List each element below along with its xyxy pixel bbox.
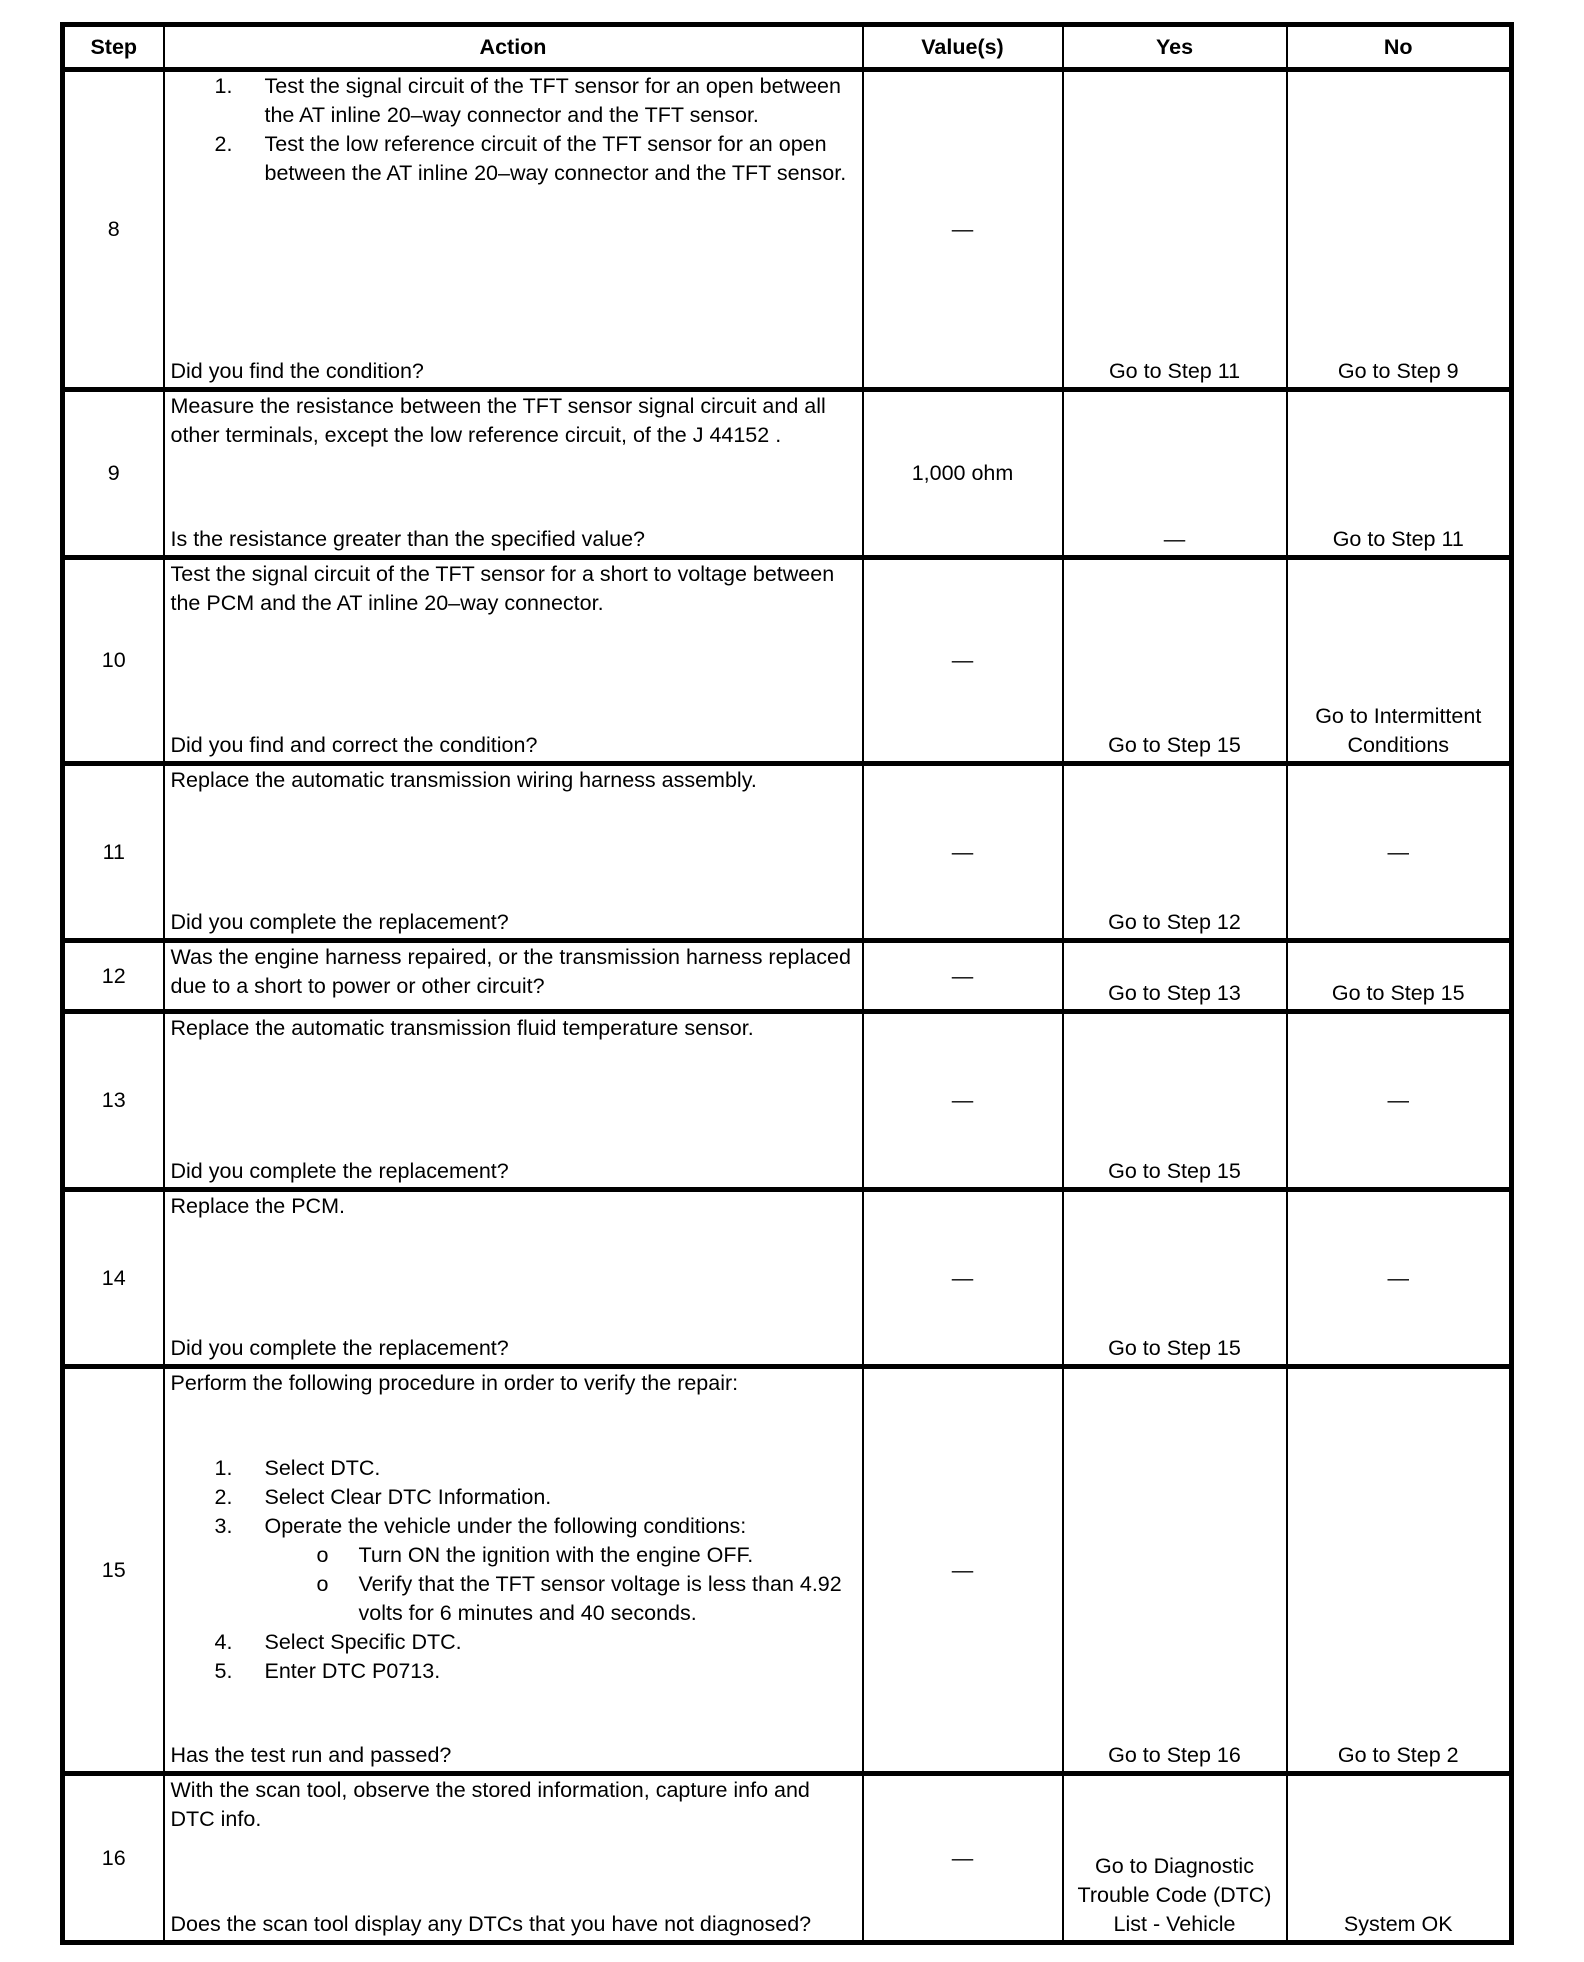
step-item-text: Operate the vehicle under the following conditions:: [264, 1513, 747, 1538]
yes-result: Go to Step 12: [1063, 764, 1287, 941]
action-step-item: [171, 1512, 856, 1541]
values-cell: 1,000 ohm: [863, 390, 1063, 558]
yes-result: —: [1063, 390, 1287, 558]
action-steps-list: [171, 1454, 856, 1686]
action-cell: [164, 70, 863, 390]
action-top: [171, 1369, 856, 1398]
action-question: Does the scan tool display any DTCs that you have not diagnosed?: [170, 1912, 812, 1936]
table-row: [63, 1190, 1512, 1367]
action-content: [171, 392, 856, 554]
action-content: [171, 1369, 856, 1770]
step-item-text: Test the signal circuit of the TFT sensor for an open between the AT inline 20–way connector and the TFT sensor.: [264, 74, 841, 127]
values-cell: —: [863, 1012, 1063, 1190]
sub-step-item: [171, 1541, 856, 1570]
action-top: [171, 392, 856, 450]
step-number: 10: [63, 558, 164, 764]
action-cell: [164, 1367, 863, 1774]
action-instruction: Replace the automatic transmission fluid temperature sensor.: [170, 1016, 754, 1040]
action-step-item: [171, 1454, 856, 1483]
action-instruction: Replace the automatic transmission wiring harness assembly.: [170, 768, 757, 792]
yes-result: Go to Step 15: [1063, 1190, 1287, 1367]
no-result: Go to Step 2: [1287, 1367, 1512, 1774]
step-item-number: 2.: [214, 132, 233, 156]
step-item-number: 1.: [214, 1455, 233, 1480]
action-content: [171, 1776, 856, 1939]
step-item-number: 1.: [214, 74, 233, 98]
action-top: [171, 766, 856, 795]
step-item-number: 3.: [214, 1513, 233, 1538]
step-item-number: 4.: [214, 1629, 233, 1654]
sub-step-text: Turn ON the ignition with the engine OFF.: [358, 1542, 754, 1567]
step-item-number: 5.: [214, 1658, 233, 1683]
action-content: [171, 72, 856, 386]
values-cell: —: [863, 941, 1063, 1012]
step-number: 14: [63, 1190, 164, 1367]
action-content: [171, 943, 856, 1008]
step-item-number: 2.: [214, 1484, 233, 1509]
action-question: Did you complete the replacement?: [170, 910, 509, 934]
step-item-text: Select Specific DTC.: [264, 1629, 462, 1654]
table-row: [63, 1774, 1512, 1943]
action-instruction: Measure the resistance between the TFT sensor signal circuit and all other terminals, except the low reference circuit, of the J 44152 .: [170, 394, 826, 447]
action-content: [171, 560, 856, 760]
action-top: [171, 1776, 856, 1834]
action-step-item: [171, 1628, 856, 1657]
step-item-text: Select DTC.: [264, 1455, 381, 1480]
table-row: [63, 70, 1512, 390]
action-question: Did you find the condition?: [170, 359, 424, 383]
step-number: 9: [63, 390, 164, 558]
bullet-icon: o: [316, 1542, 329, 1567]
no-result: Go to Intermittent Conditions: [1287, 558, 1512, 764]
yes-result: Go to Step 11: [1063, 70, 1287, 390]
action-instruction: Test the signal circuit of the TFT sensor for a short to voltage between the PCM and the AT inline 20–way connector.: [170, 562, 835, 615]
values-cell: —: [863, 1190, 1063, 1367]
step-item-text: Enter DTC P0713.: [264, 1658, 441, 1683]
action-question: Has the test run and passed?: [170, 1743, 452, 1767]
no-result: System OK: [1287, 1774, 1512, 1943]
yes-result: Go to Diagnostic Trouble Code (DTC) List - Vehicle: [1063, 1774, 1287, 1943]
no-result: Go to Step 15: [1287, 941, 1512, 1012]
action-top: [171, 560, 856, 618]
action-instruction: Replace the PCM.: [170, 1194, 345, 1218]
table-row: [63, 390, 1512, 558]
values-cell: —: [863, 1367, 1063, 1774]
action-question: Did you complete the replacement?: [170, 1336, 509, 1360]
step-item-text: Test the low reference circuit of the TFT sensor for an open between the AT inline 20–way connector and the TFT sensor.: [264, 132, 847, 185]
step-number: 15: [63, 1367, 164, 1774]
no-result: —: [1287, 764, 1512, 941]
no-result: Go to Step 9: [1287, 70, 1512, 390]
sub-step-text: Verify that the TFT sensor voltage is less than 4.92 volts for 6 minutes and 40 seconds.: [358, 1571, 842, 1625]
step-number: 11: [63, 764, 164, 941]
header-no: No: [1287, 25, 1512, 70]
action-instruction: Was the engine harness repaired, or the transmission harness replaced due to a short to power or other circuit?: [170, 945, 851, 998]
table-row: [63, 764, 1512, 941]
action-step-item: [171, 130, 856, 188]
action-step-item: [171, 72, 856, 130]
table-row: [63, 558, 1512, 764]
action-cell: [164, 558, 863, 764]
action-top: [171, 1014, 856, 1043]
no-result: Go to Step 11: [1287, 390, 1512, 558]
action-top: [171, 1192, 856, 1221]
step-number: 8: [63, 70, 164, 390]
header-step: Step: [63, 25, 164, 70]
yes-result: Go to Step 16: [1063, 1367, 1287, 1774]
values-cell: —: [863, 558, 1063, 764]
action-instruction: Perform the following procedure in order to verify the repair:: [170, 1371, 739, 1395]
header-action: Action: [164, 25, 863, 70]
table-row: [63, 1012, 1512, 1190]
action-top: [171, 943, 856, 1001]
action-cell: [164, 1190, 863, 1367]
diagnostic-table: [60, 22, 1514, 1945]
action-cell: [164, 1012, 863, 1190]
action-question: Did you complete the replacement?: [170, 1159, 509, 1183]
step-number: 16: [63, 1774, 164, 1943]
action-cell: [164, 1774, 863, 1943]
no-result: —: [1287, 1190, 1512, 1367]
action-instruction: With the scan tool, observe the stored information, capture info and DTC info.: [170, 1778, 810, 1831]
step-item-text: Select Clear DTC Information.: [264, 1484, 552, 1509]
bullet-icon: o: [316, 1571, 329, 1596]
step-number: 13: [63, 1012, 164, 1190]
sub-step-item: [171, 1570, 856, 1628]
yes-result: Go to Step 13: [1063, 941, 1287, 1012]
values-cell: —: [863, 70, 1063, 390]
table-row: [63, 1367, 1512, 1774]
action-content: [171, 1014, 856, 1186]
no-result: —: [1287, 1012, 1512, 1190]
action-content: [171, 766, 856, 937]
action-cell: [164, 941, 863, 1012]
yes-result: Go to Step 15: [1063, 558, 1287, 764]
action-steps-list: [171, 72, 856, 188]
header-row: [63, 25, 1512, 70]
action-question: Is the resistance greater than the specified value?: [170, 527, 645, 551]
header-yes: Yes: [1063, 25, 1287, 70]
action-step-item: [171, 1483, 856, 1512]
values-cell: —: [863, 764, 1063, 941]
values-cell: —: [863, 1774, 1063, 1943]
yes-result: Go to Step 15: [1063, 1012, 1287, 1190]
action-step-item: [171, 1657, 856, 1686]
table-row: [63, 941, 1512, 1012]
action-cell: [164, 390, 863, 558]
action-content: [171, 1192, 856, 1363]
header-values: Value(s): [863, 25, 1063, 70]
action-cell: [164, 764, 863, 941]
step-number: 12: [63, 941, 164, 1012]
action-question: Did you find and correct the condition?: [170, 733, 538, 757]
